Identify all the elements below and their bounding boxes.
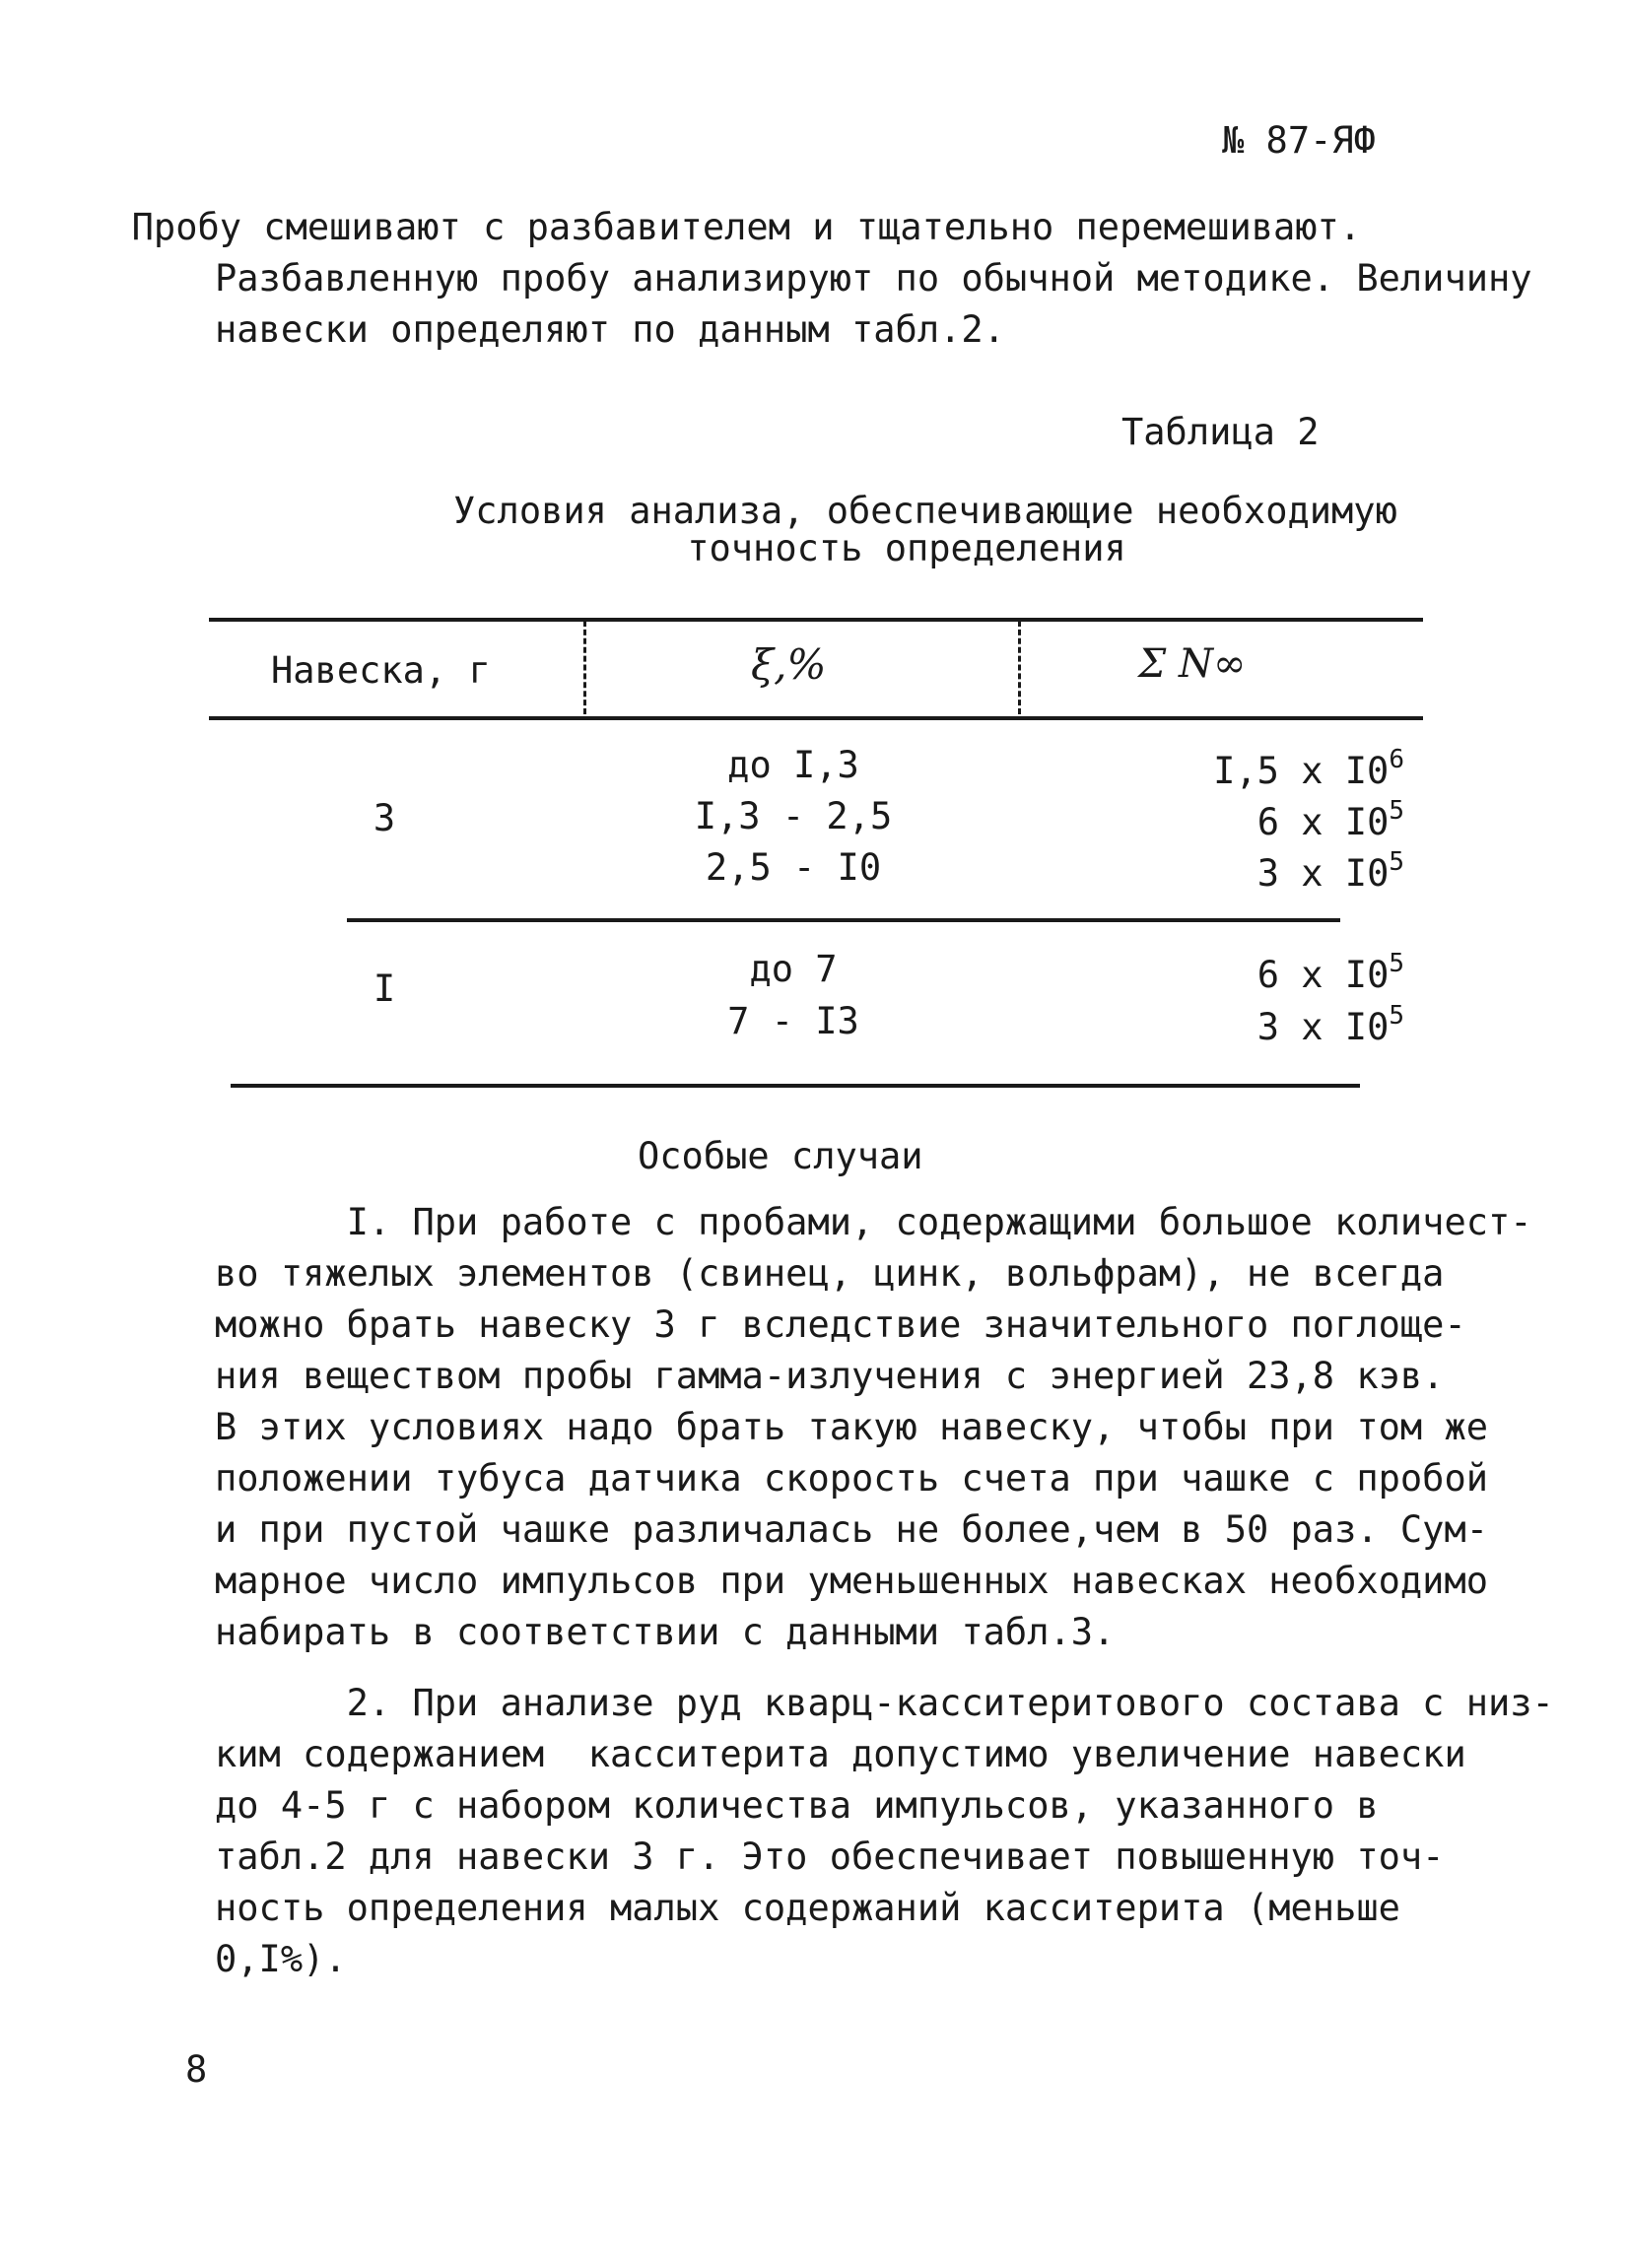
text-line: ния веществом пробы гамма-излучения с энергией 23,8 кэв. xyxy=(215,1355,1445,1397)
cell-sum-base: I,5 x I0 xyxy=(1213,750,1390,792)
cell-sum-exponent: 5 xyxy=(1389,1001,1404,1031)
text-line: В этих условиях надо брать такую навеску, чтобы при том же xyxy=(215,1406,1489,1448)
table-column-divider xyxy=(583,621,586,714)
text-line: во тяжелых элементов (свинец, цинк, вольфрам), не всегда xyxy=(215,1252,1445,1295)
table-column-divider xyxy=(1018,621,1021,714)
table-caption xyxy=(453,490,1397,569)
table-bottom-rule xyxy=(231,1084,1360,1088)
table-group-rule xyxy=(347,918,1340,922)
cell-sum-exponent: 6 xyxy=(1389,745,1404,774)
cell-sum-exponent: 5 xyxy=(1389,949,1404,978)
text-line: и при пустой чашке различалась не более,чем в 50 раз. Сум- xyxy=(215,1508,1489,1551)
text-line: набирать в соответствии с данными табл.3. xyxy=(215,1611,1116,1653)
cell-eps: 2,5 - I0 xyxy=(705,846,882,889)
cell-eps: I,3 - 2,5 xyxy=(694,795,893,837)
document-number: № 87-ЯФ xyxy=(1222,119,1376,162)
cell-sum xyxy=(1030,949,1404,996)
cell-sum xyxy=(1030,796,1404,843)
column-header-mass: Навеска, г xyxy=(271,649,491,692)
text-line: Разбавленную пробу анализируют по обычной методике. Величину xyxy=(215,257,1532,300)
text-line: марное число импульсов при уменьшенных навесках необходимо xyxy=(215,1560,1489,1602)
cell-sum xyxy=(1030,1001,1404,1048)
text-line: положении тубуса датчика скорость счета при чашке с пробой xyxy=(215,1457,1489,1500)
cell-sum-base: 3 x I0 xyxy=(1256,1006,1390,1048)
text-line: Пробу смешивают с разбавителем и тщательно перемешивают. xyxy=(0,206,1362,248)
cell-sum-base: 3 x I0 xyxy=(1256,852,1390,895)
cell-sum xyxy=(1030,745,1404,792)
cell-sum-exponent: 5 xyxy=(1389,847,1404,877)
text-line: 2. При анализе руд кварц-касситеритового состава с низ- xyxy=(215,1682,1554,1724)
text-line: I. При работе с пробами, содержащими большое количест- xyxy=(215,1201,1532,1243)
cell-eps: до 7 xyxy=(749,948,838,990)
special-cases-text xyxy=(215,1201,1554,1992)
text-line: ким содержанием касситерита допустимо увеличение навески xyxy=(215,1733,1466,1775)
intro-paragraph xyxy=(0,206,1532,363)
cell-sum-exponent: 5 xyxy=(1389,796,1404,826)
text-line: ность определения малых содержаний касситерита (меньше xyxy=(215,1887,1400,1929)
page-number: 8 xyxy=(185,2048,208,2091)
cell-mass: 3 xyxy=(373,797,396,839)
cell-eps: до I,3 xyxy=(727,744,859,786)
text-line: 0,I%). xyxy=(215,1938,347,1980)
table-label: Таблица 2 xyxy=(1121,411,1320,453)
cell-eps: 7 - I3 xyxy=(727,1000,859,1042)
text-line: до 4-5 г с набором количества импульсов, указанного в xyxy=(215,1784,1379,1827)
table-caption-line: точность определения xyxy=(687,527,1126,569)
text-line: можно брать навеску 3 г вследствие значительного поглоще- xyxy=(215,1303,1466,1346)
cell-sum-base: 6 x I0 xyxy=(1256,801,1390,843)
column-header-eps: ξ,% xyxy=(751,640,827,689)
cell-sum xyxy=(1030,847,1404,895)
table-caption-line: Условия анализа, обеспечивающие необходимую xyxy=(453,490,1397,532)
section-title: Особые случаи xyxy=(638,1135,923,1177)
table-top-rule xyxy=(209,618,1423,622)
text-line: навески определяют по данным табл.2. xyxy=(215,308,1005,351)
cell-mass: I xyxy=(373,967,396,1010)
column-header-sum: Σ N∞ xyxy=(1138,641,1247,687)
cell-sum-base: 6 x I0 xyxy=(1256,954,1390,996)
table-header-rule xyxy=(209,716,1423,720)
text-line: табл.2 для навески 3 г. Это обеспечивает повышенную точ- xyxy=(215,1835,1445,1878)
